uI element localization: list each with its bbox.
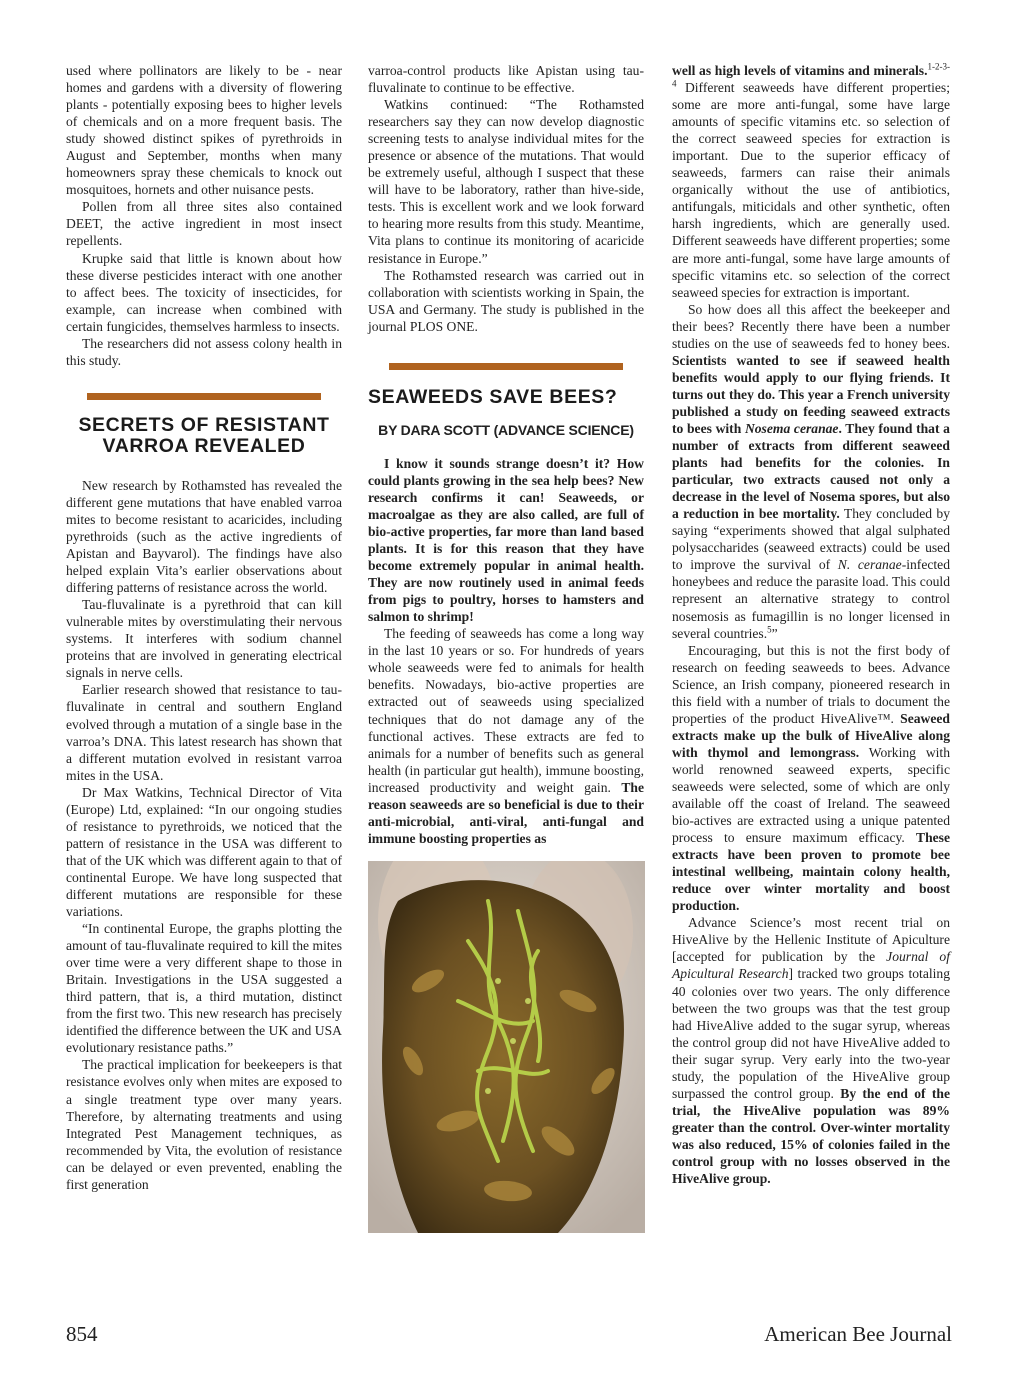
- text-run-bold: Seaweed extracts make up the bulk of HiveAlive along with thymol and lemongrass.: [672, 710, 950, 760]
- paragraph: varroa-control products like Apistan using tau-fluvalinate to continue to be effective.: [368, 63, 644, 96]
- paragraph: Dr Max Watkins, Technical Director of Vita (Europe) Ltd, explained: “In our ongoing studies of resistance to pyrethroids, we noticed that the pattern of resistance in the USA was different to that of the UK which was different again to that of continental Europe. We have long suspected that different mutations are responsible for these variations.: [66, 784, 342, 920]
- text-run-bold: well as high levels of vitamins and minerals.: [672, 63, 928, 78]
- seaweed-photo: [368, 861, 645, 1233]
- journal-name: American Bee Journal: [764, 1322, 952, 1346]
- text-run-italic: N. ceranae: [837, 557, 902, 573]
- text-run-bold: Scientists wanted to see if seaweed health benefits would apply to our flying friends. It turns out they do. This year a French university published a study on feeding seaweed extracts to bees with: [672, 352, 950, 436]
- paragraph: Earlier research showed that resistance to tau-fluvalinate in central and southern England evolved through a mutation of a single base in the varroa’s DNA. This latest research has shown that a different mutation evolved in resistant varroa mites in the USA.: [66, 682, 342, 783]
- paragraph: [672, 301, 950, 642]
- text-run: Advance Science’s most recent trial on HiveAlive by the Hellenic Institute of Apiculture [accepted for publication by the: [672, 915, 950, 965]
- article-heading-seaweeds: SEAWEEDS SAVE BEES?: [368, 385, 618, 408]
- paragraph: used where pollinators are likely to be - near homes and gardens with a diversity of flowering plants - potentially exposing bees to higher levels of chemicals and on a more frequent basis. The study showed distinct spikes of pyrethroids in August and September, months when many homeowners spray these chemicals to knock out mosquitoes, hornets and other nuisance pests.: [66, 63, 342, 198]
- paragraph: [672, 642, 950, 915]
- paragraph: [672, 62, 950, 301]
- section-divider: [389, 363, 623, 370]
- footnote-marker: 1-2-3-4: [672, 61, 950, 89]
- article-heading-varroa: SECRETS OF RESISTANT VARROA REVEALED: [78, 413, 330, 457]
- paragraph-lead: I know it sounds strange doesn’t it? How could plants growing in the sea help bees? New research confirms it can! Seaweeds, or macroalgae as they are also called, are full of bio-active properties, far more than land based plants. It is for this reason that they have become extremely popular in animal health. They are now routinely used in animal feeds from pigs to poultry, horses to hamsters and salmon to shrimp!: [368, 455, 644, 625]
- section-divider: [87, 393, 321, 400]
- paragraph: “In continental Europe, the graphs plotting the amount of tau-fluvalinate required to kill the mites over time were a very different shape to those in Britain. Investigations in the USA suggested a third pattern, that is, a third mutation, distinct from the first two. This new research has precisely identified the difference between the UK and USA evolutionary resistance paths.”: [66, 921, 342, 1056]
- text-run-bold: By the end of the trial, the HiveAlive population was 89% greater than the control. Over-winter mortality was also reduced, 15% of colonies failed in the control group with no losses observed in the HiveAlive group.: [672, 1085, 950, 1187]
- page-number: 854: [66, 1322, 98, 1346]
- text-run: They concluded by saying “experiments showed that algal sulphated polysaccharides (seaweed extracts) could be used to improve the survival of: [672, 506, 951, 573]
- column-2: [368, 62, 644, 1233]
- paragraph: New research by Rothamsted has revealed the different gene mutations that have enabled varroa mites to become resistant to acaricides, including pyrethroids (such as the active ingredients of Apistan and Bayvarol). The findings have also helped explain Vita’s earlier observations about differing patterns of resistance across the world.: [66, 477, 342, 596]
- paragraph: The practical implication for beekeepers is that resistance evolves only when mites are exposed to a single treatment type over many years. Therefore, by alternating treatments and using Integrated Pest Management techniques, as recommended by Vita, the evolution of resistance can be delayed or even prevented, enabling the first generation: [66, 1057, 342, 1192]
- article-byline: BY DARA SCOTT (ADVANCE SCIENCE): [378, 421, 634, 438]
- text-run-italic: Nosema ceranae: [744, 420, 839, 436]
- column-3: [672, 62, 950, 1187]
- paragraph: [368, 625, 644, 847]
- column-1: [66, 62, 342, 1193]
- paragraph: Tau-fluvalinate is a pyrethroid that can kill vulnerable mites by overstimulating their nervous systems. It interferes with sodium channel proteins that are involved in generating electrical signals in nerve cells.: [66, 597, 342, 681]
- paragraph: Krupke said that little is known about how these diverse pesticides interact with one another to affect bees. The toxicity of insecticides, for example, can increase when combined with certain fungicides, themselves harmless to insects.: [66, 250, 342, 334]
- text-run-italic: Journal of Apicultural Research: [672, 949, 950, 982]
- text-run: So how does all this affect the beekeeper and their bees? Recently there have been a number studies on the use of seaweeds fed to honey bees.: [672, 301, 950, 351]
- seaweed-photo-illustration: [368, 861, 645, 1233]
- paragraph: The Rothamsted research was carried out in collaboration with scientists working in Spain, the USA and Germany. The study is published in the journal PLOS ONE.: [368, 267, 644, 334]
- text-run: Different seaweeds have different properties; some are more anti-fungal, some have large amounts of specific vitamins etc. so selection of the correct seaweed species for extraction is important. Due to the superior efficacy of seaweeds, farmers can raise their animals organically without the use of antibiotics, antifungals, miticidals and other synthetic, often harsh ingredients, which are generally used. Different seaweeds have different properties; some are more anti-fungal, some have large amounts of specific vitamins etc. so selection of the correct seaweed species for extraction is important.: [672, 80, 950, 300]
- text-run: ] tracked two groups totaling 40 colonies over two years. The only difference between the two groups was that the test group had HiveAlive added to the sugar syrup, whereas the control group did not have HiveAlive added to their sugar syrup. Very early into the two-year study, the population of the HiveAlive group surpassed the control group.: [672, 966, 950, 1101]
- paragraph: Watkins continued: “The Rothamsted researchers say they can now develop diagnostic screening tests to analyse individual mites for the presence or absence of the mutations. That would be extremely useful, although I suspect that these will have to be laboratory, rather than hive-side, tests. This is excellent work and we look forward to hearing more results from this study. Meantime, Vita plans to continue its monitoring of acaricide resistance in Europe.”: [368, 97, 644, 266]
- paragraph: Pollen from all three sites also contained DEET, the active ingredient in most insect repellents.: [66, 199, 342, 249]
- footnote-marker: 5: [767, 624, 772, 635]
- text-run: Encouraging, but this is not the first body of research on feeding seaweeds to bees. Advance Science, an Irish company, pioneered research in this field with a number of trials to document the properties of the product HiveAlive™.: [672, 642, 950, 726]
- text-run-bold: The reason seaweeds are so beneficial is due to their anti-microbial, anti-viral, anti-fungal and immune boosting properties as: [368, 779, 645, 846]
- paragraph: [672, 914, 950, 1187]
- text-run: -infected honeybees and reduce the parasite load. This could represent an alternative strategy to control nosemosis as fumagillin is no longer licensed in several countries.: [672, 557, 950, 641]
- text-run-bold: These extracts have been proven to promote bee intestinal wellbeing, maintain colony health, reduce over winter mortality and boost production.: [672, 830, 950, 914]
- text-run: The feeding of seaweeds has come a long way in the last 10 years or so. For hundreds of years whole seaweeds were fed to animals for health benefits. Nowadays, bio-active properties are extracted out of seaweeds using specialized techniques that do not damage any of the functional actives. These extracts are fed to animals for a number of benefits such as general health (in particular gut health), immune boosting, increased productivity and weight gain.: [368, 626, 644, 795]
- text-run: Working with world renowned seaweed experts, specific seaweeds were selected, some of which are only available off the coast of Ireland. The seaweed bio-actives are extracted using a unique patented process to ensure maximum efficacy.: [672, 744, 950, 846]
- text-run-bold: . They found that a number of extracts from different seaweed plants had benefits for the colonies. In particular, two extracts caused not only a decrease in the level of Nosema spores, but also a reduction in bee mortality.: [672, 420, 950, 522]
- paragraph: The researchers did not assess colony health in this study.: [66, 335, 342, 368]
- text-run: ”: [771, 625, 778, 641]
